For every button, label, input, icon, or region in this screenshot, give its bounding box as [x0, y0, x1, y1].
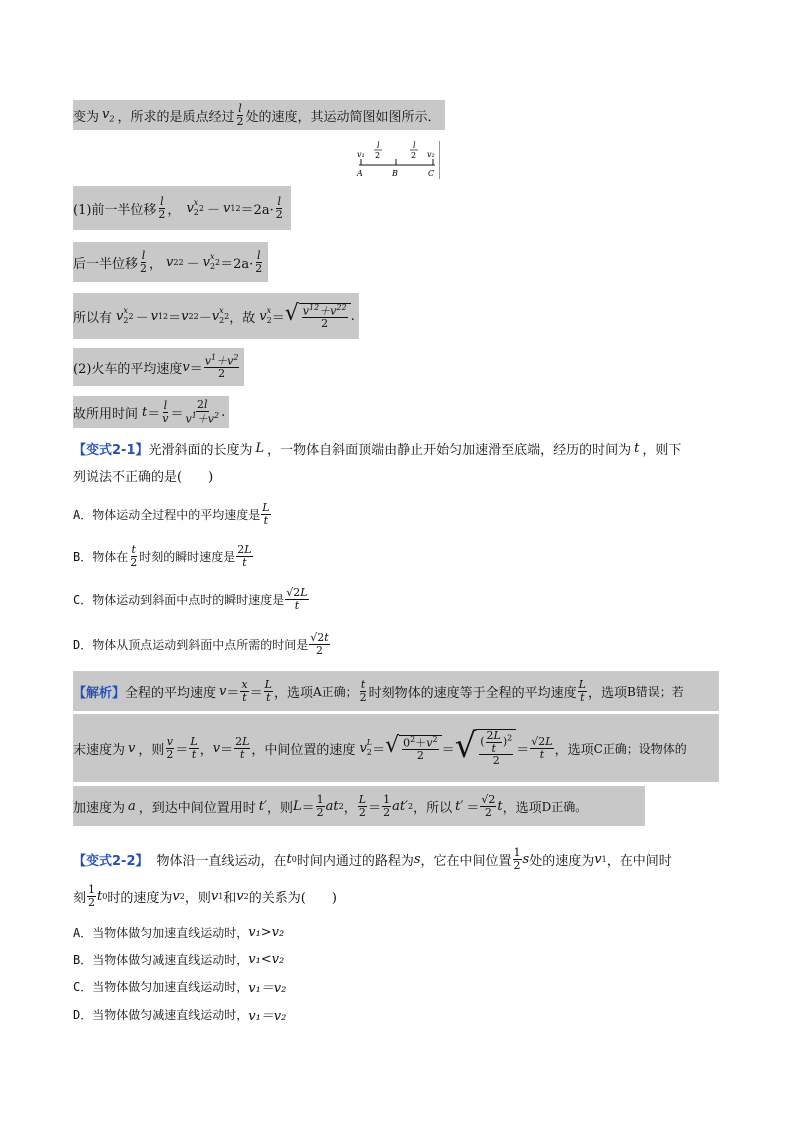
- q22-stem-line1: 【变式2-2】 物体沿一直线运动，在 t 0 时间内通过的路程为 s ，它在中间位置 1 2 s 处的速度为 v 1 ，在中间时: [73, 845, 672, 872]
- sol-part1: (1)前一半位移 l 2 ， v x 2 2 － v 1 2 ＝2a· l 2: [73, 186, 291, 230]
- sol-part4: (2)火车的平均速度 v ＝ $v^1+v^2$ 2: [73, 348, 244, 386]
- q22-option-b: B．当物体做匀减速直线运动时， v₁<v₂: [73, 951, 285, 967]
- diagram-A: A: [357, 169, 363, 178]
- sol-part2: 后一半位移 l 2 ， v 2 2 － v x 2 2 ＝2a· l 2: [73, 242, 268, 282]
- sol-line-1: 变为 $v_2$ ，所求的是质点经过 l 2 处的速度，其运动简图如图所示．: [73, 100, 445, 130]
- q22-option-d: D．当物体做匀减速直线运动时， v₁＝v₂: [73, 1007, 287, 1024]
- analysis-line-1: 【解析】 全程的平均速度 v ＝ x t ＝ L t ，选项 A正确； t 2 时刻物体的速度等于全程的平均速度 L t ，选项 B错误；若: [73, 677, 684, 704]
- diagram-l2: l: [413, 141, 416, 150]
- diagram-v2: v₂: [427, 150, 435, 159]
- diagram-C: C: [428, 169, 435, 178]
- sol-text: 处的速度，其运动简图如图所示．: [245, 109, 441, 125]
- sol-part5: 故所用时间 t ＝ l v ＝ 2l $v^1+v^2$ .: [73, 396, 229, 428]
- motion-diagram-svg: [355, 141, 439, 179]
- q21-option-c: C．物体运动到斜面中点时的瞬时速度是 √2L t: [73, 585, 308, 612]
- analysis-line-2: 末速度为 v ，则 v 2 ＝ L t ， v ＝ 2L t ，中间位置的速度 v L 2 ＝ √ $0^2+v^2$ 2 ＝ √ ( $\frac{2L}{t}$ )$^2$ 2 ＝ √2L t ，选项 C正确；设物体的: [73, 726, 687, 768]
- q22-option-c: C．当物体做匀加速直线运动时， v₁＝v₂: [73, 979, 287, 996]
- diagram-2b: 2: [411, 151, 417, 160]
- q21-option-b: B．物体在 t 2 时刻的瞬时速度是 2L t: [73, 542, 252, 569]
- q21-option-a: A．物体运动全过程中的平均速度是 L t: [73, 500, 270, 527]
- diagram-l1: l: [377, 141, 380, 150]
- q22-tag: 【变式2-2】: [73, 853, 149, 869]
- analysis-tag: 【解析】: [73, 685, 126, 701]
- diagram-B: B: [392, 169, 398, 178]
- q21-option-d: D．物体从顶点运动到斜面中点所需的时间是 √2t 2: [73, 630, 329, 657]
- q21-tag: 【变式2-1】: [73, 442, 149, 458]
- diagram-2a: 2: [375, 151, 381, 160]
- analysis-line-3: 加速度为 a ，到达中间位置用时 t′ ，则 L ＝ 1 2 at 2 ， L 2 ＝ 1 2 at′ 2 ，所以 t′ ＝ √2 2 t ，选项 D正确。: [73, 792, 588, 819]
- diagram-v1: v₁: [357, 150, 365, 159]
- q21-stem-line1: 【变式2-1】 光滑斜面的长度为 L ，一物体自斜面顶端由静止开始匀加速滑至底端，经历的时间为 t ，则下: [73, 440, 682, 458]
- q22-stem-line2: 刻 1 2 t 0 时的速度为 v 2 ，则 v 1 和 v 2 的关系为( ): [73, 882, 337, 909]
- q22-option-a: A．当物体做匀加速直线运动时， v₁>v₂: [73, 924, 285, 940]
- sol-text: 变为: [73, 109, 100, 125]
- q21-stem-line2: 列说法不正确的是( ): [73, 469, 214, 485]
- motion-diagram: [355, 141, 440, 179]
- sol-text: ，所求的是质点经过: [117, 109, 235, 125]
- sol-part3: 所以有 v x 2 2 － v 1 2 ＝ v 2 2 － v x 2 2 ，故 v x 2 ＝ √ $v^{12}+v^{22}$ 2 .: [73, 293, 359, 339]
